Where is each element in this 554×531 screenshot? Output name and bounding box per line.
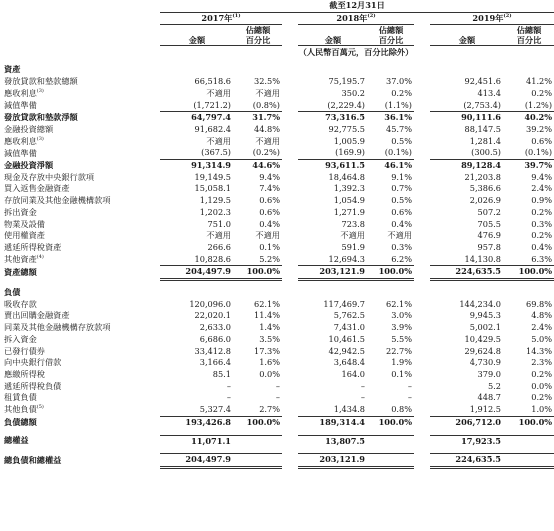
percent-cell: 0.4% (531, 241, 553, 252)
percent-cell: 40.2% (504, 112, 554, 124)
column-header-row (0, 25, 554, 46)
table-row (0, 76, 554, 88)
percent-cell (368, 435, 414, 447)
amount-cell: 89,128.4 (430, 160, 504, 172)
amount-cell: 73,316.5 (298, 112, 368, 124)
amount-cell: 5.2 (487, 380, 501, 391)
footnote-marker: (3) (36, 135, 44, 142)
percent-cell: (0.2%) (252, 147, 280, 158)
amount-cell: 3,166.4 (199, 357, 231, 368)
table-row (0, 404, 554, 416)
amount-cell: 164.0 (341, 368, 365, 379)
percent-cell: 3.0% (391, 310, 412, 321)
percent-cell: 69.8% (526, 298, 553, 309)
col-amount-2018: 金額 (298, 25, 368, 46)
col-amount-2017: 金額 (160, 25, 234, 46)
percent-cell: 2.7% (259, 404, 280, 415)
amount-cell: 144,234.0 (459, 298, 501, 309)
amount-cell: 42,942.5 (328, 345, 365, 356)
row-label: 發放貸款和墊款總額 (4, 76, 78, 87)
year-header-2017: 2017年$^{(1)}$ (160, 12, 282, 25)
table-row (0, 136, 554, 148)
amount-cell: 203,121.9 (298, 266, 368, 280)
percent-cell: 0.4% (259, 218, 280, 229)
unit-label: （人民幣百萬元，百分比除外） (298, 47, 414, 58)
amount-cell: 1,434.8 (333, 404, 365, 415)
percent-cell: 0.2% (531, 87, 553, 98)
amount-cell: 189,314.4 (298, 416, 368, 428)
amount-cell: 957.8 (477, 241, 501, 252)
row-label: 拆入資金 (4, 333, 37, 344)
row-label: 總負債和總權益 (4, 454, 62, 465)
amount-cell: 19,149.5 (194, 171, 231, 182)
amount-cell: 591.9 (341, 241, 365, 252)
table-row (0, 322, 554, 334)
footnote-marker: (4) (36, 253, 44, 260)
percent-cell: 6.2% (391, 253, 412, 264)
percent-cell: 0.5% (391, 135, 412, 146)
amount-cell: 91,314.9 (160, 160, 234, 172)
percent-cell: 9.4% (531, 171, 553, 182)
percent-cell: 62.1% (385, 298, 412, 309)
amount-cell: 1,912.5 (469, 404, 501, 415)
total-equity-row (0, 435, 554, 447)
percent-cell: (0.8%) (252, 99, 280, 110)
row-label: 遞延所得稅資產 (4, 241, 62, 252)
percent-cell: 45.7% (385, 123, 412, 134)
amount-cell: 不適用 (206, 87, 231, 98)
row-label: 已發行債券 (4, 345, 45, 356)
table-row (0, 124, 554, 136)
amount-cell: 193,426.8 (160, 416, 234, 428)
percent-cell: – (407, 392, 412, 403)
amount-cell: 不適用 (206, 135, 231, 146)
table-row (0, 195, 554, 207)
percent-cell: (0.1%) (524, 147, 553, 158)
amount-cell: 204,497.9 (160, 454, 234, 468)
table-row (0, 172, 554, 184)
amount-cell: 7,431.0 (333, 322, 365, 333)
amount-cell: 448.7 (477, 392, 501, 403)
row-label: 向中央銀行借款 (4, 357, 62, 368)
amount-cell: 1,005.9 (333, 135, 365, 146)
year-header-row (0, 12, 554, 25)
amount-cell: 1,281.4 (469, 135, 501, 146)
amount-cell: 2,633.0 (199, 322, 231, 333)
percent-cell: 0.4% (391, 218, 412, 229)
amount-cell: 4,730.9 (469, 357, 501, 368)
table-row (0, 112, 554, 124)
amount-cell: 21,203.8 (464, 171, 501, 182)
percent-cell: 0.1% (259, 241, 280, 252)
table-row (0, 242, 554, 254)
percent-cell: (1.1%) (384, 99, 412, 110)
percent-cell: 0.7% (391, 183, 412, 194)
row-label: 資產 (4, 64, 21, 75)
percent-cell (504, 435, 554, 447)
percent-cell: 100.0% (368, 416, 414, 428)
percent-cell: 62.1% (253, 298, 280, 309)
percent-cell: 0.6% (259, 206, 280, 217)
col-amount-2019: 金額 (430, 25, 504, 46)
amount-cell: 476.9 (477, 230, 501, 241)
amount-cell: 120,096.0 (189, 298, 231, 309)
amount-cell: 85.1 (212, 368, 231, 379)
amount-cell: 3,648.4 (333, 357, 365, 368)
percent-cell: 2.3% (531, 357, 553, 368)
percent-cell: 4.8% (531, 310, 553, 321)
table-row (0, 392, 554, 404)
col-pct-2019: 佔總額 百分比 (504, 25, 554, 46)
row-label: 金融投資總額 (4, 123, 54, 134)
percent-cell: 14.3% (526, 345, 553, 356)
percent-cell: 不適用 (255, 87, 280, 98)
percent-cell: 22.7% (385, 345, 412, 356)
table-row (0, 346, 554, 358)
percent-cell: 0.8% (391, 404, 412, 415)
amount-cell: 18,464.8 (328, 171, 365, 182)
amount-cell: 413.4 (477, 87, 501, 98)
section-title-liabilities (0, 287, 554, 299)
row-label: 租賃負債 (4, 392, 37, 403)
table-row (0, 299, 554, 311)
amount-cell: 751.0 (207, 218, 231, 229)
percent-cell: 0.2% (531, 392, 553, 403)
period-header: 截至12月31日 (160, 0, 554, 12)
row-label: 金融投資淨額 (4, 159, 54, 170)
amount-cell: 75,195.7 (328, 76, 365, 87)
percent-cell: 44.8% (253, 123, 280, 134)
amount-cell: 1,129.5 (199, 195, 231, 206)
row-label: 買入返售金融資產 (4, 183, 70, 194)
percent-cell: (1.2%) (524, 99, 553, 110)
amount-cell: 10,828.6 (194, 253, 231, 264)
table-row (0, 207, 554, 219)
percent-cell: – (275, 392, 280, 403)
row-label: 應收利息$^{(3)}$ (4, 87, 44, 98)
amount-cell: (367.5) (201, 147, 231, 158)
amount-cell: 64,797.4 (160, 112, 234, 124)
amount-cell: (169.9) (335, 147, 365, 158)
amount-cell: 90,111.6 (430, 112, 504, 124)
amount-cell: (300.5) (471, 147, 501, 158)
row-label: 賣出回購金融資產 (4, 310, 70, 321)
percent-cell: 100.0% (234, 266, 282, 280)
amount-cell: 88,147.5 (464, 123, 501, 134)
percent-cell: 9.1% (391, 171, 412, 182)
amount-cell: 66,518.6 (194, 76, 231, 87)
amount-cell: 不適用 (340, 230, 365, 241)
table-row (0, 100, 554, 112)
row-label: 減值準備 (4, 99, 37, 110)
percent-cell: 不適用 (255, 230, 280, 241)
percent-cell: 0.1% (391, 368, 412, 379)
percent-cell: 36.1% (368, 112, 414, 124)
amount-cell: 93,611.5 (298, 160, 368, 172)
percent-cell: 32.5% (253, 76, 280, 87)
amount-cell: 不適用 (206, 230, 231, 241)
footnote-marker: (3) (36, 87, 44, 94)
percent-cell: 1.9% (391, 357, 412, 368)
percent-cell: 0.2% (531, 230, 553, 241)
percent-cell: 6.3% (531, 253, 553, 264)
year-header-2019: 2019年$^{(2)}$ (430, 12, 554, 25)
percent-cell: 9.4% (259, 171, 280, 182)
row-label: 遞延所得稅負債 (4, 380, 62, 391)
amount-cell: 117,469.7 (323, 298, 365, 309)
row-label: 應繳所得稅 (4, 368, 45, 379)
percent-cell: 0.2% (391, 87, 412, 98)
amount-cell: 13,807.5 (298, 435, 368, 447)
amount-cell: 12,694.3 (328, 253, 365, 264)
row-label: 拆出資金 (4, 206, 37, 217)
percent-cell (368, 454, 414, 468)
percent-cell: 0.6% (259, 195, 280, 206)
percent-cell: 39.2% (526, 123, 553, 134)
table-row (0, 369, 554, 381)
table-row (0, 219, 554, 231)
amount-cell: 92,775.5 (328, 123, 365, 134)
amount-cell: 9,945.3 (469, 310, 501, 321)
percent-cell: 1.6% (259, 357, 280, 368)
percent-cell: 0.2% (531, 206, 553, 217)
period-header-row (0, 0, 554, 12)
percent-cell: 0.6% (391, 206, 412, 217)
amount-cell: 1,392.3 (333, 183, 365, 194)
percent-cell: 0.6% (531, 135, 553, 146)
amount-cell: 10,461.5 (328, 333, 365, 344)
amount-cell: 5,762.5 (333, 310, 365, 321)
percent-cell: 17.3% (253, 345, 280, 356)
table-row (0, 334, 554, 346)
col-pct-2018: 佔總額 百分比 (368, 25, 414, 46)
footnote-marker: (5) (36, 404, 44, 411)
amount-cell: 5,327.4 (199, 404, 231, 415)
amount-cell: 11,071.1 (160, 435, 234, 447)
percent-cell: (0.1%) (384, 147, 412, 158)
amount-cell: 15,058.1 (194, 183, 231, 194)
amount-cell: 2,026.9 (469, 195, 501, 206)
amount-cell: 204,497.9 (160, 266, 234, 280)
amount-cell: – (360, 392, 365, 403)
table-row (0, 310, 554, 322)
percent-cell: 不適用 (255, 135, 280, 146)
percent-cell: 5.5% (391, 333, 412, 344)
percent-cell: 37.0% (385, 76, 412, 87)
percent-cell: 0.3% (391, 241, 412, 252)
row-label: 同業及其他金融機構存放款項 (4, 322, 111, 333)
amount-cell: 379.0 (477, 368, 501, 379)
table-row (0, 357, 554, 369)
percent-cell: 0.9% (531, 195, 553, 206)
amount-cell: 6,686.0 (199, 333, 231, 344)
amount-cell: 705.5 (477, 218, 501, 229)
percent-cell (504, 454, 554, 468)
percent-cell: 0.0% (531, 380, 553, 391)
amount-cell: 1,202.3 (199, 206, 231, 217)
amount-cell: – (226, 392, 231, 403)
row-label: 總權益 (4, 435, 29, 446)
row-label: 使用權資產 (4, 230, 45, 241)
row-label: 吸收存款 (4, 298, 37, 309)
amount-cell: (1,721.2) (193, 99, 231, 110)
table-row (0, 147, 554, 159)
amount-cell: 22,020.1 (194, 310, 231, 321)
table-row (0, 381, 554, 393)
percent-cell: – (407, 380, 412, 391)
amount-cell: 266.6 (207, 241, 231, 252)
percent-cell: 3.9% (391, 322, 412, 333)
percent-cell: 不適用 (387, 230, 412, 241)
row-label: 負債總額 (4, 416, 37, 427)
percent-cell: 41.2% (526, 76, 553, 87)
table-row (0, 254, 554, 266)
total-liabilities-row (0, 416, 554, 428)
percent-cell: 3.5% (259, 333, 280, 344)
amount-cell: 17,923.5 (430, 435, 504, 447)
amount-cell: (2,753.4) (463, 99, 501, 110)
section-title-assets (0, 64, 554, 76)
percent-cell: 39.7% (504, 160, 554, 172)
table-row (0, 88, 554, 100)
amount-cell: 206,712.0 (430, 416, 504, 428)
percent-cell: 0.0% (259, 368, 280, 379)
percent-cell (234, 454, 282, 468)
year-header-2018: 2018年$^{(2)}$ (298, 12, 414, 25)
percent-cell: 100.0% (504, 266, 554, 280)
percent-cell: 0.5% (391, 195, 412, 206)
grand-total-row (0, 454, 554, 468)
col-pct-2017: 佔總額 百分比 (234, 25, 282, 46)
row-label: 減值準備 (4, 147, 37, 158)
percent-cell: 5.0% (531, 333, 553, 344)
percent-cell: 1.0% (531, 404, 553, 415)
percent-cell: 100.0% (368, 266, 414, 280)
amount-cell: 507.2 (477, 206, 501, 217)
percent-cell (234, 435, 282, 447)
table-row (0, 230, 554, 242)
amount-cell: – (360, 380, 365, 391)
amount-cell: 91,682.4 (194, 123, 231, 134)
row-label: 負債 (4, 287, 21, 298)
row-label: 物業及設備 (4, 218, 45, 229)
percent-cell: 7.4% (259, 183, 280, 194)
percent-cell: 1.4% (259, 322, 280, 333)
percent-cell: 5.2% (259, 253, 280, 264)
percent-cell: 11.4% (253, 310, 280, 321)
amount-cell: 203,121.9 (298, 454, 368, 468)
amount-cell: 33,412.8 (194, 345, 231, 356)
amount-cell: – (226, 380, 231, 391)
amount-cell: 5,386.6 (469, 183, 501, 194)
percent-cell: 2.4% (531, 183, 553, 194)
total-assets-row (0, 266, 554, 280)
percent-cell: 0.3% (531, 218, 553, 229)
amount-cell: 5,002.1 (469, 322, 501, 333)
row-label: 發放貸款和墊款淨額 (4, 111, 78, 122)
percent-cell: 44.6% (234, 160, 282, 172)
row-label: 應收利息$^{(3)}$ (4, 135, 44, 146)
percent-cell: 100.0% (234, 416, 282, 428)
amount-cell: 350.2 (341, 87, 365, 98)
amount-cell: 14,130.8 (464, 253, 501, 264)
amount-cell: 92,451.6 (464, 76, 501, 87)
table-row (0, 160, 554, 172)
row-label: 現金及存放中央銀行款項 (4, 171, 95, 182)
amount-cell: 224,635.5 (430, 454, 504, 468)
amount-cell: 1,271.9 (333, 206, 365, 217)
unit-row (0, 46, 554, 59)
amount-cell: 1,054.9 (333, 195, 365, 206)
percent-cell: 31.7% (234, 112, 282, 124)
percent-cell: 100.0% (504, 416, 554, 428)
percent-cell: 46.1% (368, 160, 414, 172)
amount-cell: 224,635.5 (430, 266, 504, 280)
amount-cell: 10,429.5 (464, 333, 501, 344)
table-row (0, 183, 554, 195)
percent-cell: – (275, 380, 280, 391)
amount-cell: 723.8 (341, 218, 365, 229)
percent-cell: 2.4% (531, 322, 553, 333)
row-label: 其他資產$^{(4)}$ (4, 253, 44, 264)
percent-cell: 0.2% (531, 368, 553, 379)
row-label: 資產總額 (4, 266, 37, 277)
row-label: 其他負債$^{(5)}$ (4, 404, 44, 415)
amount-cell: 29,624.8 (464, 345, 501, 356)
amount-cell: (2,229.4) (327, 99, 365, 110)
row-label: 存放同業及其他金融機構款項 (4, 195, 111, 206)
